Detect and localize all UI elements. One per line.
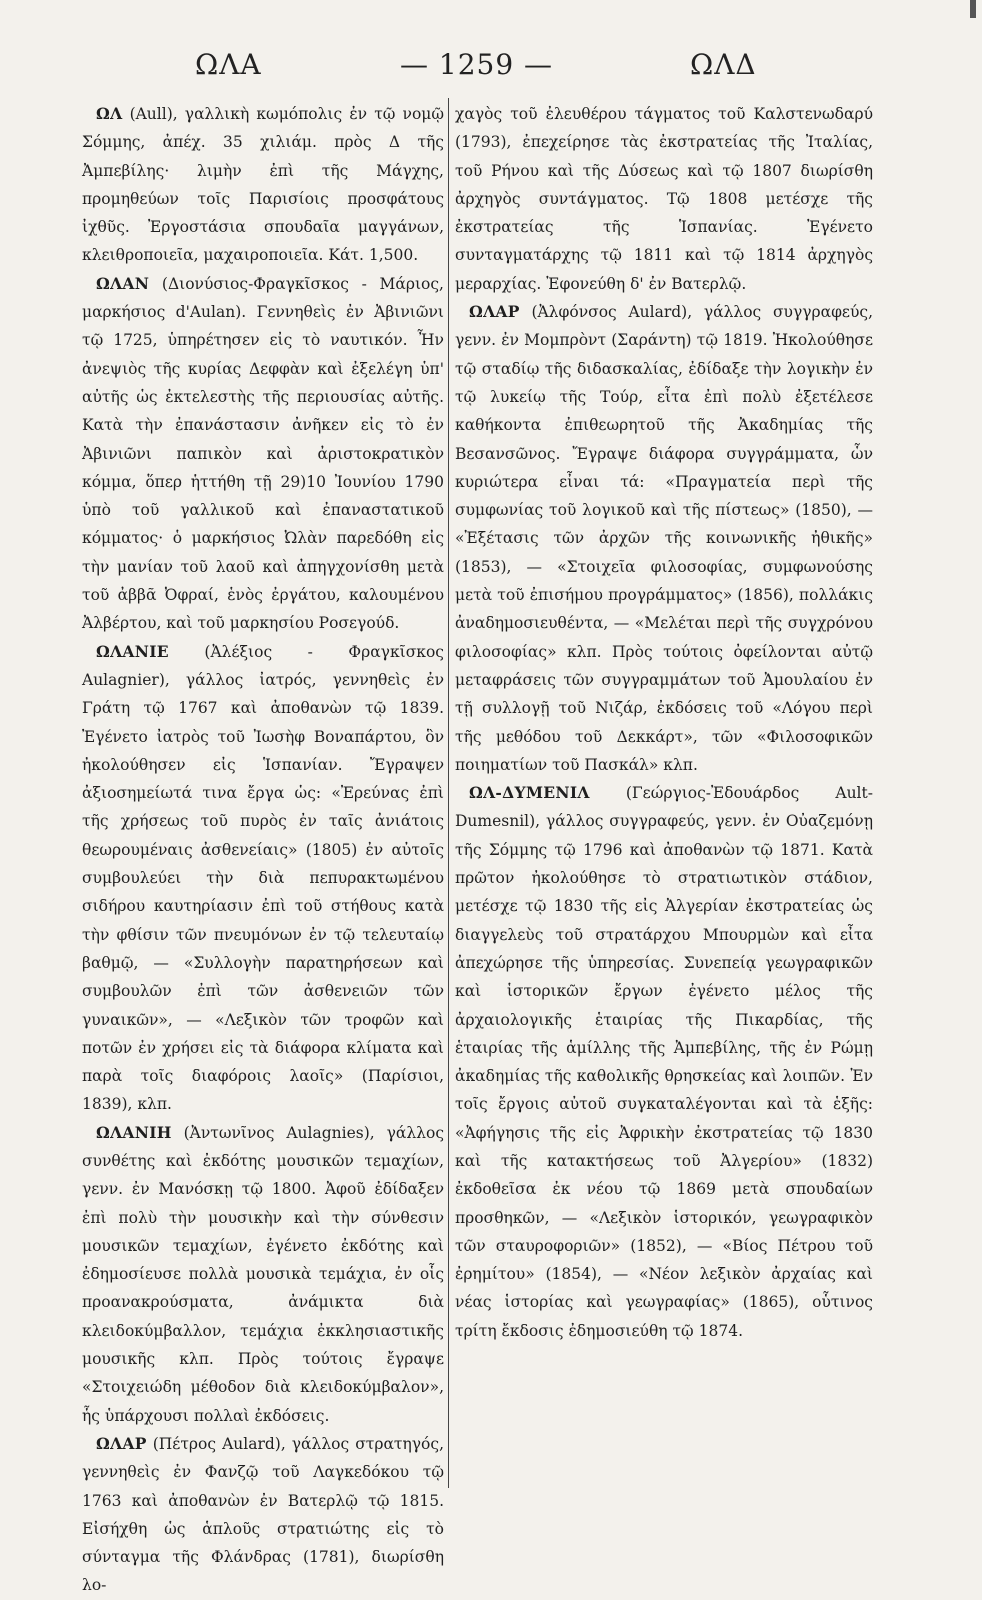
entry-text: (Πέτρος Aulard), γάλλος στρατηγός, γεννηθεὶς ἐν Φανζῷ τοῦ Λαγκεδόκου τῷ 1763 καὶ ἀποθανὼν ἐν Βατερλῷ τῷ 1815. Εἰσήχθη ὡς ἁπλοῦς στρατιώτης εἰς τὸ σύνταγμα τῆς Φλάνδρας (1781), διωρίσθη λο-: [82, 1434, 444, 1595]
entry-aulagnier: [82, 638, 444, 1119]
entry-aulard-pierre-continued: [455, 100, 873, 298]
left-column: [82, 100, 444, 1600]
entry-aulard-alphonse: [455, 298, 873, 779]
entry-aulard-pierre: [82, 1430, 444, 1600]
entry-aulan: [82, 270, 444, 638]
entry-text: (Ἀλέξιος - Φραγκῖσκος Aulagnier), γάλλος ἰατρός, γεννηθεὶς ἐν Γράτη τῷ 1767 καὶ ἀποθανὼν τῷ 1839. Ἐγένετο ἰατρὸς τοῦ Ἰωσὴφ Βοναπάρτου, ὃν ἠκολούθησεν εἰς Ἱσπανίαν. Ἔγραψεν ἀξιοσημείωτά τινα ἔργα ὡς: «Ἐρεύνας ἐπὶ τῆς χρήσεως τοῦ πυρὸς ἐν ταῖς ἀνιάτοις θεωρουμέναις ἀσθενείαις» (1805) ἐν αὐτοῖς συμβουλεύει τὴν διὰ πεπυρακτωμένου σιδήρου καυτηρίασιν ἐπὶ τοῦ στήθους κατὰ τὴν φθίσιν τῶν πνευμόνων ἐν τῷ τελευταίῳ βαθμῷ, — «Συλλογὴν παρατηρήσεων καὶ συμβουλῶν ἐπὶ τῶν ἀσθενειῶν τῶν γυναικῶν», — «Λεξικὸν τῶν τροφῶν καὶ ποτῶν ἐν χρήσει εἰς τὰ διάφορα κλίματα καὶ παρὰ τοῖς διαφόροις λαοῖς» (Παρίσιοι, 1839), κλπ.: [82, 642, 444, 1114]
entry-headword: ΩΛΑΝΙΗ: [96, 1122, 172, 1142]
entry-text: χαγὸς τοῦ ἐλευθέρου τάγματος τοῦ Καλστενωδαρύ (1793), ἐπεχείρησε τὰς ἐκστρατείας τῆς Ἰταλίας, τοῦ Ρήνου καὶ τῆς Δύσεως καὶ τῷ 1807 διωρίσθη ἀρχηγὸς συντάγματος. Τῷ 1808 μετέσχε τῆς ἐκστρατείας τῆς Ἱσπανίας. Ἐγένετο συνταγματάρχης τῷ 1811 καὶ τῷ 1814 ἀρχηγὸς μεραρχίας. Ἐφονεύθη δ' ἐν Βατερλῷ.: [455, 105, 873, 293]
page-header: [0, 40, 982, 96]
entry-headword: ΩΛΑΝ: [96, 273, 150, 293]
entry-text: (Διονύσιος-Φραγκῖσκος - Μάριος, μαρκήσιος d'Aulan). Γεννηθεὶς ἐν Ἀβινιῶνι τῷ 1725, ὑπηρέτησεν εἰς τὸ ναυτικόν. Ἦν ἀνεψιὸς τῆς κυρίας Δεφφὰν καὶ ἐξελέγη ὑπ' αὐτῆς ὡς ἐκτελεστὴς τῆς περιουσίας αὐτῆς. Κατὰ τὴν ἐπανάστασιν ἀνῆκεν εἰς τὸ ἐν Ἀβινιῶνι παπικὸν καὶ ἀριστοκρατικὸν κόμμα, ὅπερ ἡττήθη τῇ 29)10 Ἰουνίου 1790 ὑπὸ τοῦ γαλλικοῦ καὶ ἐπαναστατικοῦ κόμματος· ὁ μαρκήσιος Ὠλὰν παρεδόθη εἰς τὴν μανίαν τοῦ λαοῦ καὶ ἀπηγχονίσθη μετὰ τοῦ ἀββᾶ Ὀφραί, ἑνὸς ἐργάτου, καλουμένου Ἀλβέρτου, καὶ τοῦ μαρκησίου Ροσεγούδ.: [82, 274, 444, 633]
entry-ault-dumesnil: [455, 779, 873, 1345]
entry-headword: ΩΛ: [96, 104, 123, 123]
entry-text: (Γεώργιος-Ἐδουάρδος Ault-Dumesnil), γάλλος συγγραφεύς, γενν. ἐν Οὐαζεμόνῃ τῆς Σόμμης τῷ 1796 καὶ ἀποθανὼν τῷ 1871. Κατὰ πρῶτον ἠκολούθησε τὸ στρατιωτικὸν στάδιον, μετέσχε τῷ 1830 τῆς εἰς Ἀλγερίαν ἐκστρατείας ὡς διαγγελεὺς τοῦ στρατάρχου Μπουρμὼν καὶ εἶτα ἀπεχώρησε τῆς ὑπηρεσίας. Συνεπείᾳ γεωγραφικῶν καὶ ἱστορικῶν ἔργων ἐγένετο μέλος τῆς ἀρχαιολογικῆς ἑταιρίας τῆς Πικαρδίας, τῆς ἑταιρίας τῆς ἁμίλλης τῆς Ἀμπεβίλης, τῆς ἐν Ρώμῃ ἀκαδημίας τῆς καθολικῆς θρησκείας καὶ λοιπῶν. Ἐν τοῖς ἔργοις αὐτοῦ συγκαταλέγονται καὶ τὰ ἑξῆς: «Ἀφήγησις τῆς εἰς Ἀφρικὴν ἐκστρατείας τῷ 1830 καὶ τῆς κατακτήσεως τοῦ Ἀλγερίου» (1832) ἐκδοθεῖσα ἐκ νέου τῷ 1869 μετὰ σπουδαίων προσθηκῶν, — «Λεξικὸν ἱστορικόν, γεωγραφικὸν τῶν σταυροφοριῶν» (1852), — «Βίος Πέτρου τοῦ ἐρημίτου» (1854), — «Νέον λεξικὸν ἀρχαίας καὶ νέας ἱστορίας καὶ γεωγραφίας» (1865), οὗτινος τρίτη ἔκδοσις ἐδημοσιεύθη τῷ 1874.: [455, 784, 873, 1340]
entry-headword: ΩΛΑΝΙΕ: [96, 641, 169, 661]
running-head-right: ΩΛΔ: [690, 48, 757, 81]
entry-text: (Aull), γαλλικὴ κωμόπολις ἐν τῷ νομῷ Σόμμης, ἀπέχ. 35 χιλιάμ. πρὸς Δ τῆς Ἀμπεβίλης· λιμὴν ἐπὶ τῆς Μάγχης, προμηθεύων τοῖς Παρισίοις προσφάτους ἰχθῦς. Ἐργοστάσια σπουδαῖα μαγγάνων, κλειθροποιεῖα, μαχαιροποιεῖα. Κάτ. 1,500.: [82, 105, 444, 265]
entry-text: (Ἀντωνῖνος Aulagnies), γάλλος συνθέτης καὶ ἐκδότης μουσικῶν τεμαχίων, γενν. ἐν Μανόσκῃ τῷ 1800. Ἀφοῦ ἐδίδαξεν ἐπὶ πολὺ τὴν μουσικὴν καὶ τὴν σύνθεσιν μουσικῶν τεμαχίων, ἐγένετο ἐκδότης καὶ ἐδημοσίευσε πολλὰ μουσικὰ τεμάχια, ἐν οἷς προανακρούσματα, ἀνάμικτα διὰ κλειδοκύμβαλλον, τεμάχια ἐκκλησιαστικῆς μουσικῆς κλπ. Πρὸς τούτοις ἔγραψε «Στοιχειώδη μέθοδον διὰ κλειδοκύμβαλον», ἧς ὑπάρχουσι πολλαὶ ἐκδόσεις.: [82, 1123, 444, 1425]
page-number: — 1259 —: [400, 48, 554, 81]
running-head-left: ΩΛΑ: [195, 48, 262, 81]
entry-headword: ΩΛΑΡ: [469, 302, 520, 322]
entry-text: (Ἀλφόνσος Aulard), γάλλος συγγραφεύς, γενν. ἐν Μομπρὸντ (Σαράντη) τῷ 1819. Ἠκολούθησε τῷ σταδίῳ τῆς διδασκαλίας, ἐδίδαξε τὴν λογικὴν ἐν τῷ λυκείῳ τῆς Τούρ, εἶτα ἐπὶ πολὺ ἐξετέλεσε καθήκοντα ἐπιθεωρητοῦ τῆς Ἀκαδημίας τῆς Βεσανσῶνος. Ἔγραψε διάφορα συγγράμματα, ὧν κυριώτερα εἶναι τά: «Πραγματεία περὶ τῆς συμφωνίας τοῦ λογικοῦ καὶ τῆς πίστεως» (1850), — «Ἐξέτασις τῶν ἀρχῶν τῆς κοινωνικῆς ἠθικῆς» (1853), — «Στοιχεῖα φιλοσοφίας, συμφωνούσης μετὰ τοῦ ἐπισήμου προγράμματος» (1856), πολλάκις ἀναδημοσιευθέντα, — «Μελέται περὶ τῆς συγχρόνου φιλοσοφίας» κλπ. Πρὸς τούτοις ὀφείλονται αὐτῷ μεταφράσεις τῶν συγγραμμάτων τοῦ Ἀμουλαίου ἐν τῇ συλλογῇ τοῦ Νιζάρ, ἐκδόσεις τοῦ «Λόγου περὶ τῆς μεθόδου τοῦ Δεκκάρτ», τῶν «Φιλοσοφικῶν ποιηματίων τοῦ Πασκάλ» κλπ.: [455, 303, 873, 774]
entry-aull: [82, 100, 444, 270]
right-column: [455, 100, 873, 1345]
entry-headword: ΩΛΑΡ: [96, 1433, 147, 1453]
entry-headword: ΩΛ-ΔΥΜΕΝΙΛ: [469, 783, 590, 803]
entry-aulagnies: [82, 1119, 444, 1430]
column-divider: [448, 98, 449, 1488]
page-edge-mark: [970, 0, 976, 18]
